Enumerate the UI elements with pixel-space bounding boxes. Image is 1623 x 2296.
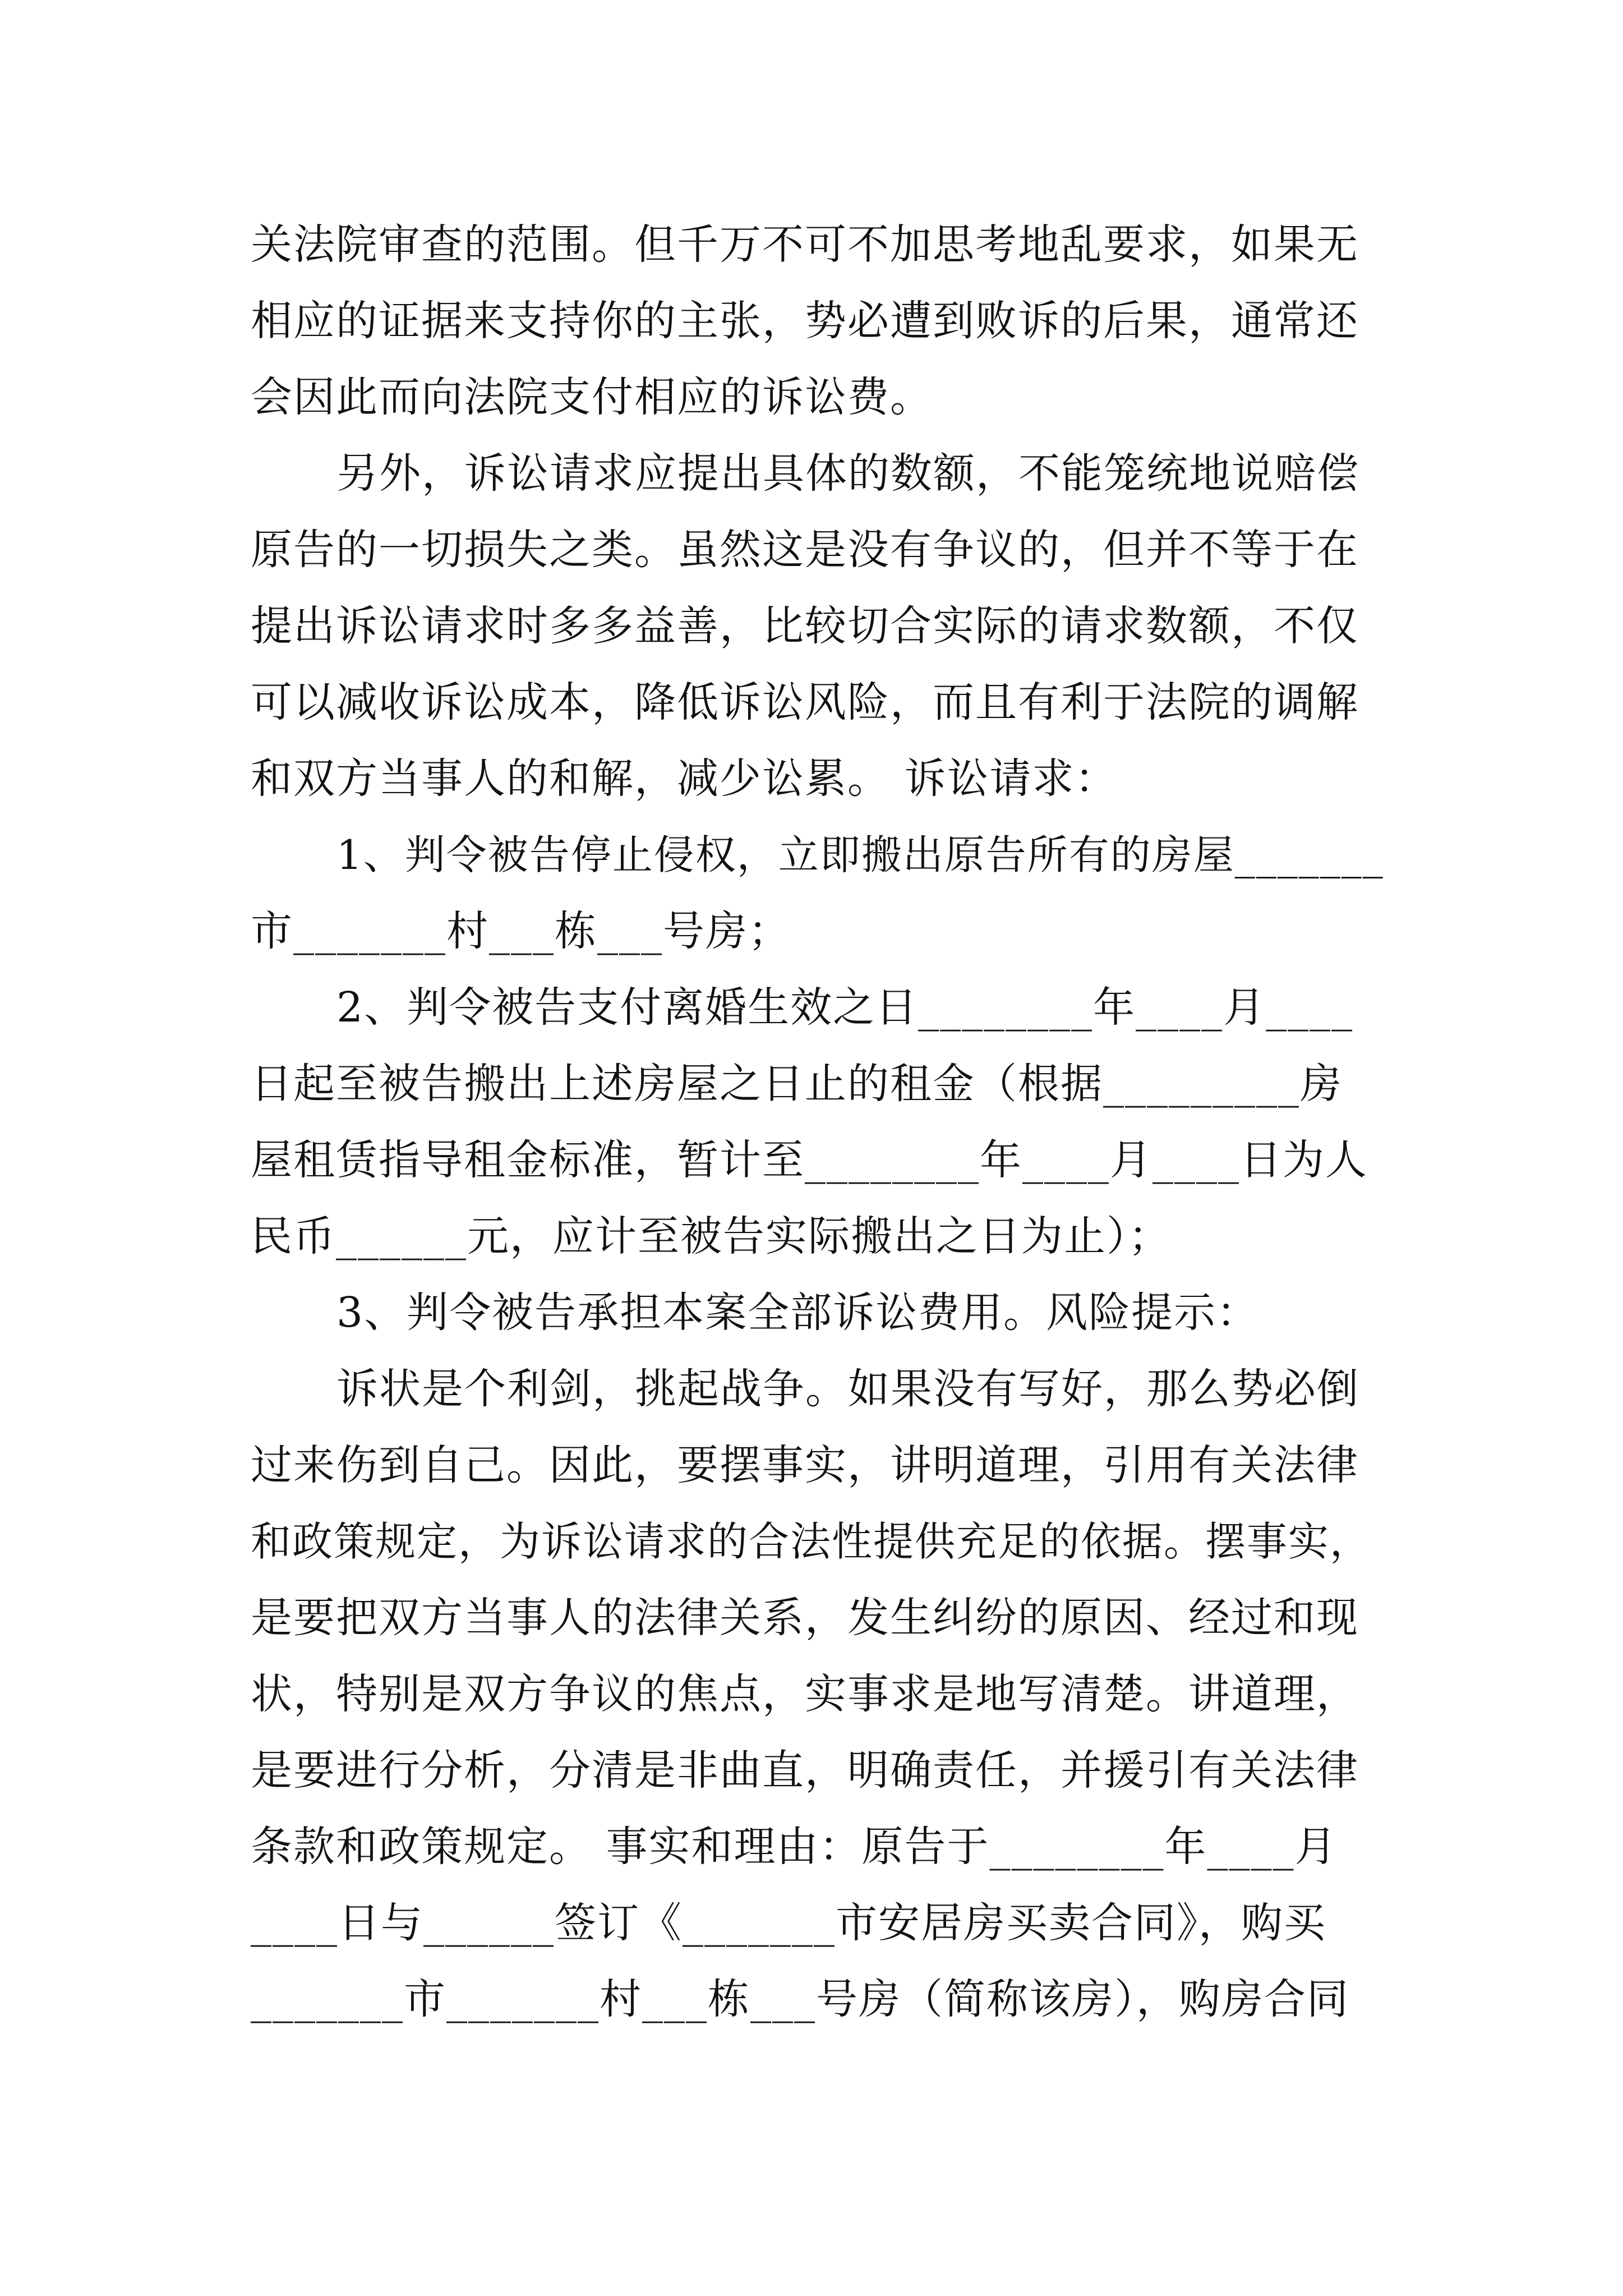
text-line: 关法院审查的范围。但千万不可不加思考地乱要求，如果无 xyxy=(251,220,1359,269)
text-line: 1、判令被告停止侵权，立即搬出原告所有的房屋_______ xyxy=(336,831,1384,878)
text-line: 状，特别是双方争议的焦点，实事求是地写清楚。讲道理， xyxy=(251,1670,1359,1718)
text-line: 会因此而向法院支付相应的诉讼费。 xyxy=(251,373,933,421)
text-line: 日起至被告搬出上述房屋之日止的租金（根据_________房 xyxy=(251,1060,1343,1108)
text-line: 和政策规定，为诉讼请求的合法性提供充足的依据。摆事实， xyxy=(251,1518,1372,1565)
text-line: 原告的一切损失之类。虽然这是没有争议的，但并不等于在 xyxy=(251,526,1359,574)
text-line: 是要把双方当事人的法律关系，发生纠纷的原因、经过和现 xyxy=(251,1594,1359,1642)
text-line: 可以减收诉讼成本，降低诉讼风险，而且有利于法院的调解 xyxy=(251,678,1359,726)
text-line: 和双方当事人的和解，减少讼累。 诉讼请求： xyxy=(251,754,1118,803)
text-line: _______市_______村___栋___号房（简称该房），购房合同 xyxy=(251,1975,1349,2023)
text-line: 条款和政策规定。 事实和理由：原告于________年____月 xyxy=(251,1823,1338,1871)
text-line: 民币______元，应计至被告实际搬出之日为止）； xyxy=(251,1212,1171,1260)
text-line: ____日与______签订《_______市安居房买卖合同》，购买 xyxy=(251,1899,1326,1947)
text-line: 3、判令被告承担本案全部诉讼费用。风险提示： xyxy=(336,1289,1260,1337)
text-line: 市_______村___栋___号房； xyxy=(251,907,791,955)
text-line: 另外，诉讼请求应提出具体的数额，不能笼统地说赔偿 xyxy=(336,449,1359,498)
text-line: 提出诉讼请求时多多益善，比较切合实际的请求数额，不仅 xyxy=(251,602,1359,650)
text-line: 相应的证据来支持你的主张，势必遭到败诉的后果，通常还 xyxy=(251,297,1359,345)
text-line: 是要进行分析，分清是非曲直，明确责任，并援引有关法律 xyxy=(251,1746,1359,1795)
text-line: 2、判令被告支付离婚生效之日________年____月____ xyxy=(336,983,1354,1032)
text-line: 屋租赁指导租金标准，暂计至________年____月____日为人 xyxy=(251,1136,1368,1184)
text-line: 过来伤到自己。因此，要摆事实，讲明道理，引用有关法律 xyxy=(251,1441,1359,1489)
text-line: 诉状是个利剑，挑起战争。如果没有写好，那么势必倒 xyxy=(336,1365,1359,1413)
